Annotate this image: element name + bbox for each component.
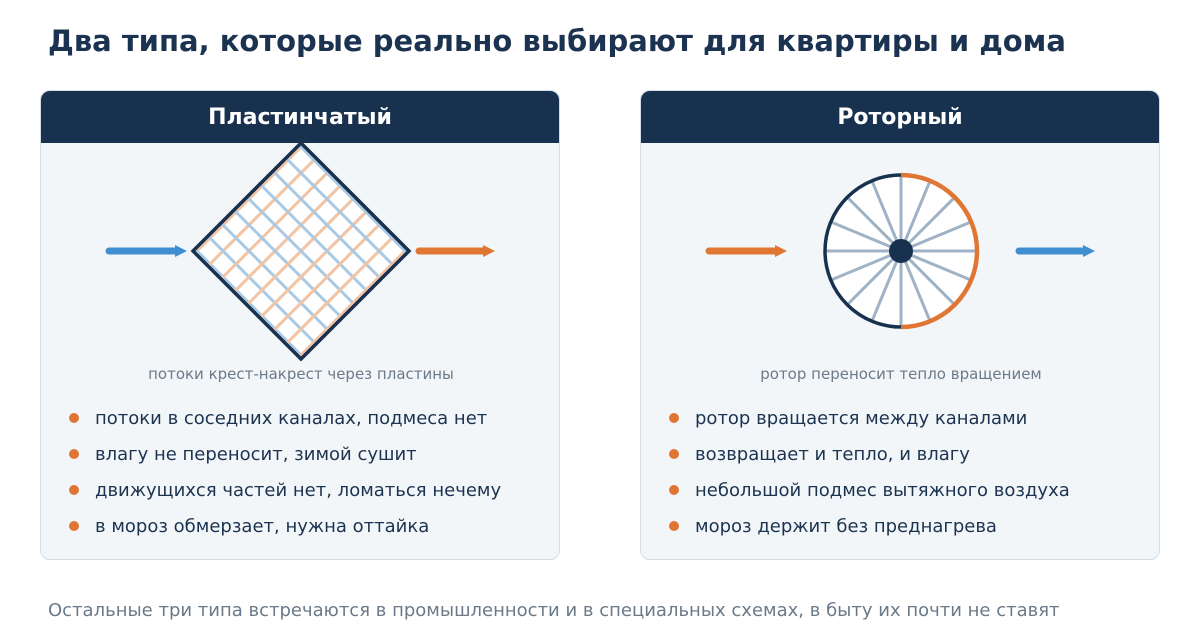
list-item <box>669 508 1070 544</box>
bullet-dot-icon <box>669 485 679 495</box>
list-item-text: мороз держит без преднагрева <box>695 515 997 537</box>
card-header <box>641 91 1159 143</box>
list-item <box>69 508 501 544</box>
list-item-text: влагу не переносит, зимой сушит <box>95 443 417 465</box>
bullet-dot-icon <box>69 449 79 459</box>
list-item <box>669 400 1070 436</box>
card-caption: потоки крест-накрест через пластины <box>148 365 454 383</box>
list-item <box>669 472 1070 508</box>
list-item <box>69 400 501 436</box>
list-item-text: возвращает и тепло, и влагу <box>695 443 970 465</box>
bullet-dot-icon <box>669 413 679 423</box>
card-caption: ротор переносит тепло вращением <box>760 365 1042 383</box>
bullet-dot-icon <box>669 521 679 531</box>
bullet-dot-icon <box>669 449 679 459</box>
list-item-text: потоки в соседних каналах, подмеса нет <box>95 407 488 429</box>
rotary-exchanger-diagram <box>641 143 1160 363</box>
cold-inflow-arrow-icon <box>109 245 187 257</box>
card-header <box>41 91 559 143</box>
card-title: Пластинчатый <box>208 104 392 130</box>
bullet-dot-icon <box>69 413 79 423</box>
plate-exchanger-card <box>40 90 560 560</box>
bullet-dot-icon <box>69 485 79 495</box>
list-item-text: в мороз обмерзает, нужна оттайка <box>95 515 430 537</box>
feature-list <box>669 400 1070 544</box>
list-item <box>669 436 1070 472</box>
footer-note: Остальные три типа встречаются в промышленности и в специальных схемах, в быту их почти не ставят <box>48 600 1060 621</box>
warm-inflow-arrow-icon <box>709 245 787 257</box>
feature-list <box>69 400 501 544</box>
page-title: Два типа, которые реально выбирают для квартиры и дома <box>48 24 1066 58</box>
list-item-text: небольшой подмес вытяжного воздуха <box>695 479 1070 501</box>
list-item <box>69 472 501 508</box>
bullet-dot-icon <box>69 521 79 531</box>
rotor-hub-icon <box>889 239 913 263</box>
plate-exchanger-diagram <box>41 143 560 363</box>
card-title: Роторный <box>837 104 963 130</box>
list-item-text: ротор вращается между каналами <box>695 407 1028 429</box>
list-item <box>69 436 501 472</box>
cold-outflow-arrow-icon <box>1019 245 1095 257</box>
warm-outflow-arrow-icon <box>419 245 495 257</box>
rotary-exchanger-card <box>640 90 1160 560</box>
list-item-text: движущихся частей нет, ломаться нечему <box>95 479 502 501</box>
